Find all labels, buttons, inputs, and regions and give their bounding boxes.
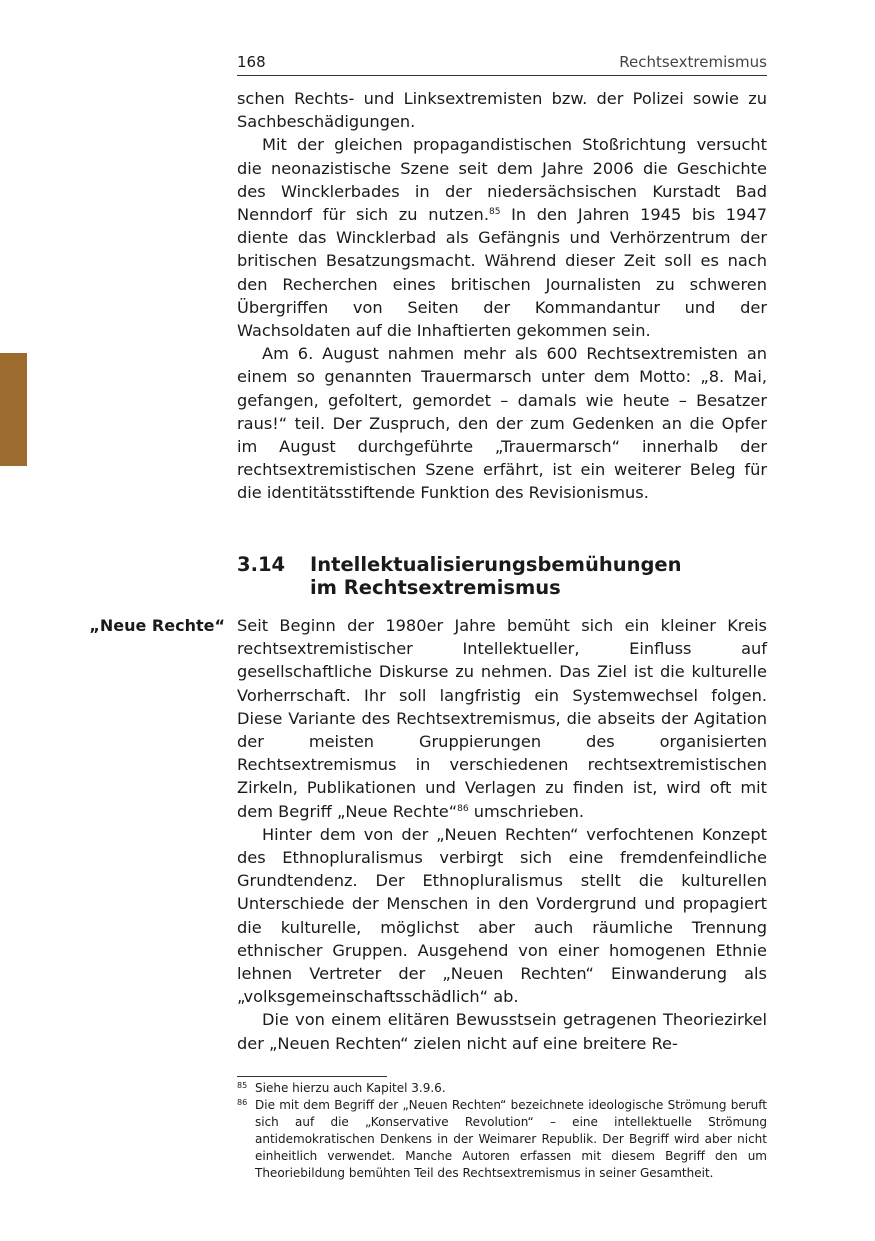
paragraph [237, 133, 767, 342]
section-number: 3.14 [237, 553, 286, 576]
paragraph-text: umschrieben. [468, 801, 585, 821]
section-title: Intellektualisierungsbemühungen im Rechtsextremismus [310, 553, 682, 599]
marginal-note: „Neue Rechte“ [89, 616, 225, 635]
footnote-number: 85 [237, 1081, 248, 1090]
page-header [237, 51, 767, 76]
paragraph-text: Seit Beginn der 1980er Jahre bemüht sich ein kleiner Kreis rechtsextremistischer Intellektueller, Einfluss auf gesellschaftliche Diskurse zu nehmen. Das Ziel ist die kulturelle Vorherrschaft. Ihr soll langfristig ein Systemwechsel folgen. Diese Variante des Rechtsextremismus, die abseits der Agitation der meisten Gruppierungen des organisierten Rechtsextremismus in verschiedenen rechtsextremistischen Zirkeln, Publikationen und Verlagen zu finden ist, wird oft mit dem Begriff „Neue Rechte“ [237, 616, 767, 821]
body-text-top [237, 87, 767, 505]
paragraph [237, 614, 767, 823]
paragraph: Die von einem elitären Bewusstsein getragenen Theoriezirkel der „Neuen Rechten“ zielen nicht auf eine breitere Re- [237, 1010, 767, 1053]
paragraph: schen Rechts- und Linksextremisten bzw. der Polizei sowie zu Sachbeschädigungen. [237, 89, 767, 132]
footnote-ref[interactable]: 86 [457, 803, 469, 814]
body-text-bottom [237, 614, 767, 1055]
paragraph: Hinter dem von der „Neuen Rechten“ verfochtenen Konzept des Ethnopluralismus verbirgt sich eine fremdenfeindliche Grundtendenz. Der Ethnopluralismus stellt die kulturellen Unterschiede der Menschen in den Vordergrund und propagiert die kulturelle, möglichst aber auch räumliche Trennung ethnischer Gruppen. Ausgehend von einer homogenen Ethnie lehnen Vertreter der „Neuen Rechten“ Einwanderung als „volksgemeinschaftsschädlich“ ab. [237, 824, 767, 1007]
footnote-text: Die mit dem Begriff der „Neuen Rechten“ bezeichnete ideologische Strömung beruft sich auf die „Konservative Revolution“ – eine intellektuelle Strömung antidemokratischen Denkens in der Weimarer Republik. Der Begriff wird aber nicht einheitlich verwendet. Manche Autoren erfassen mit diesem Begriff den um Theoriebildung bemühten Teil des Rechtsextremismus in seiner Gesamtheit. [255, 1098, 767, 1180]
footnote-number: 86 [237, 1098, 248, 1107]
footnotes [237, 1080, 767, 1182]
page-number: 168 [237, 53, 266, 71]
footnote [237, 1080, 767, 1097]
paragraph: Am 6. August nahmen mehr als 600 Rechtsextremisten an einem so genannten Trauermarsch unter dem Motto: „8. Mai, gefangen, gefoltert, gemordet – damals wie heute – Besatzer raus!“ teil. Der Zuspruch, den der zum Gedenken an die Opfer im August durchgeführte „Trauermarsch“ innerhalb der rechtsextremistischen Szene erfährt, ist ein weiterer Beleg für die identitätsstiftende Funktion des Revisionismus. [237, 344, 767, 503]
footnote-text: Siehe hierzu auch Kapitel 3.9.6. [255, 1081, 446, 1095]
footnote-separator [237, 1076, 387, 1077]
paragraph-text: Mit der gleichen propagandistischen Stoßrichtung versucht die neonazistische Szene seit dem Jahre 2006 die Geschichte des Wincklerbades in der niedersächsischen Kurstadt Bad Nenndorf für sich zu nutzen. [237, 135, 767, 225]
footnote-ref[interactable]: 85 [488, 207, 501, 218]
footnote [237, 1097, 767, 1182]
running-title: Rechtsextremismus [619, 53, 767, 71]
chapter-tab [0, 353, 27, 466]
paragraph-text: In den Jahren 1945 bis 1947 diente das Wincklerbad als Gefängnis und Verhörzentrum der britischen Besatzungsmacht. Während dieser Zeit soll es nach den Recherchen eines britischen Journalisten zu schweren Übergriffen von Seiten der Kommandantur und der Wachsoldaten auf die Inhaftierten gekommen sein. [237, 205, 767, 341]
